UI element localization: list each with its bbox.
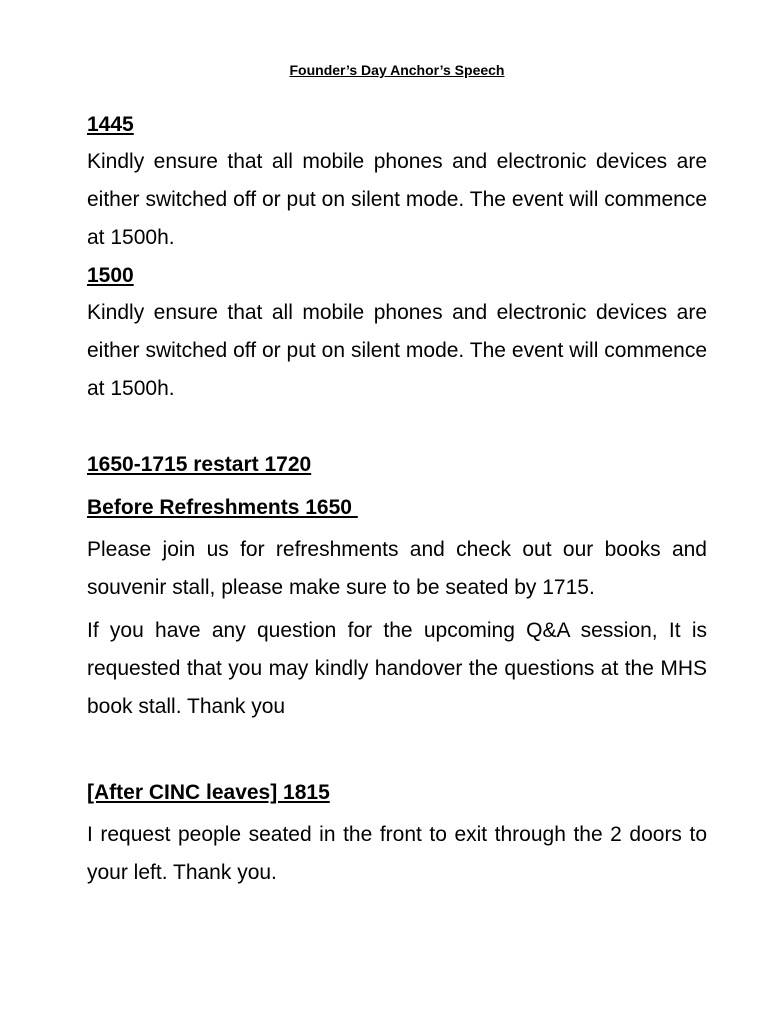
- document-title: Founder’s Day Anchor’s Speech: [289, 62, 505, 78]
- section-heading-after-cinc: [After CINC leaves] 1815: [87, 781, 330, 804]
- section-heading-restart: 1650-1715 restart 1720: [87, 453, 312, 476]
- section-1445-paragraph: Kindly ensure that all mobile phones and electronic devices are either switched off or put on silent mode. The event will commence at 1500h.: [87, 150, 707, 249]
- section-heading-refreshments: Before Refreshments 1650: [87, 496, 358, 519]
- section-1500-paragraph: Kindly ensure that all mobile phones and electronic devices are either switched off or put on silent mode. The event will commence at 1500h.: [87, 301, 707, 400]
- section-heading-1500: 1500: [87, 264, 134, 287]
- section-heading-1445: 1445: [87, 113, 134, 136]
- refreshments-paragraph-2: If you have any question for the upcoming Q&A session, It is requested that you may kindly handover the questions at the MHS book stall. Thank you: [87, 619, 707, 718]
- refreshments-paragraph-1: Please join us for refreshments and check out our books and souvenir stall, please make sure to be seated by 1715.: [87, 538, 707, 599]
- after-cinc-paragraph: I request people seated in the front to exit through the 2 doors to your left. Thank you.: [87, 823, 707, 884]
